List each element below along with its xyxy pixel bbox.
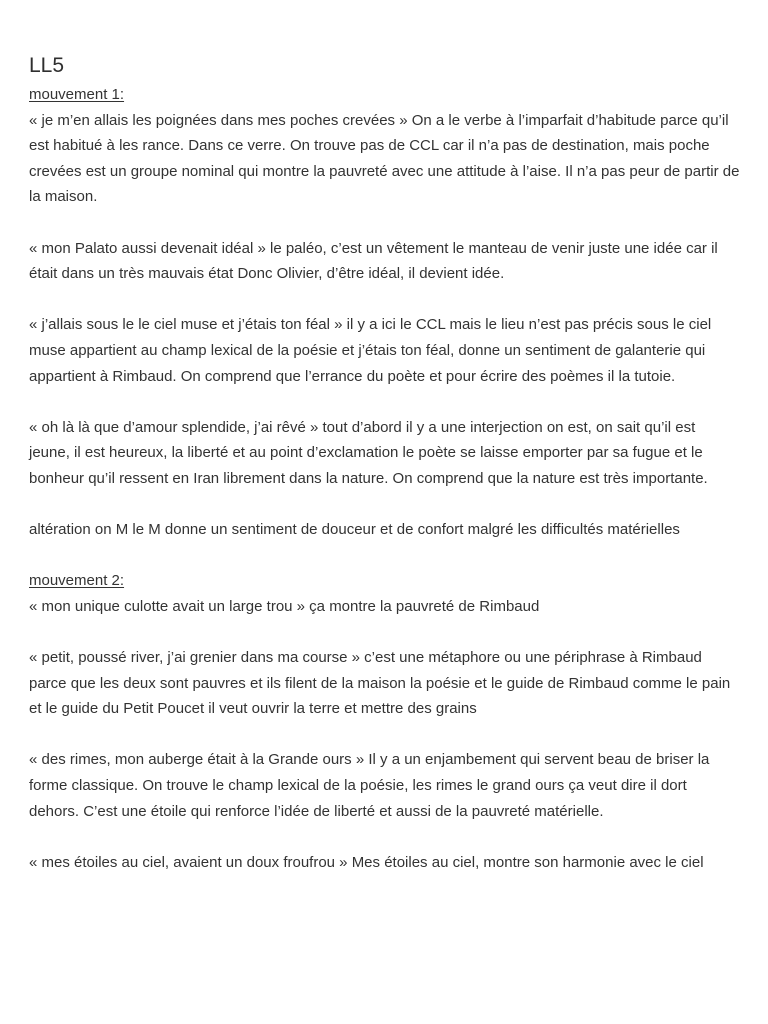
paragraph-spacer [29, 389, 740, 415]
paragraph-spacer [29, 722, 740, 748]
paragraph: « j’allais sous le le ciel muse et j’étais ton féal » il y a ici le CCL mais le lieu n’est pas précis sous le ciel muse appartient au champ lexical de la poésie et j’étais ton féal, donne un sentiment de galanterie qui appartient à Rimbaud. On comprend que l’errance du poète et pour écrire des poèmes il la tutoie. [29, 316, 712, 385]
section-heading: mouvement 1: [29, 86, 125, 103]
paragraph: « mes étoiles au ciel, avaient un doux froufrou » Mes étoiles au ciel, montre son harmonie avec le ciel [29, 853, 704, 871]
paragraph-spacer [29, 824, 740, 850]
paragraph: « petit, poussé river, j’ai grenier dans ma course » c’est une métaphore ou une périphrase à Rimbaud parce que les deux sont pauvres et ils filent de la maison la poésie et le guide de Rimbaud comme le pain et le guide du Petit Poucet il veut ouvrir la terre et mettre des grains [29, 649, 731, 718]
paragraph-spacer [29, 210, 740, 236]
paragraph: « mon unique culotte avait un large trou » ça montre la pauvreté de Rimbaud [29, 597, 540, 615]
paragraph-spacer [29, 287, 740, 313]
paragraph-spacer [29, 492, 740, 518]
section-mouvement-1 [29, 82, 740, 568]
paragraph: « oh là là que d’amour splendide, j’ai rêvé » tout d’abord il y a une interjection on est, on sait qu’il est jeune, il est heureux, la liberté et au point d’exclamation le poète se laisse emporter par sa fugue et le bonheur qu’il ressent en Iran librement dans la nature. On comprend que la nature est très importante. [29, 418, 708, 487]
paragraph: altération on M le M donne un sentiment de douceur et de confort malgré les difficultés matérielles [29, 521, 680, 539]
section-mouvement-2 [29, 568, 740, 875]
paragraph-spacer [29, 619, 740, 645]
paragraph: « mon Palato aussi devenait idéal » le paléo, c’est un vêtement le manteau de venir juste une idée car il était dans un très mauvais état Donc Olivier, d’être idéal, il devient idée. [29, 239, 718, 283]
paragraph: « je m’en allais les poignées dans mes poches crevées » On a le verbe à l’imparfait d’habitude parce qu’il est habitué à les rance. Dans ce verre. On trouve pas de CCL car il n’a pas de destination, mais poche crevées est un groupe nominal qui montre la pauvreté avec une attitude à l’aise. Il n’a pas peur de partir de la maison. [29, 111, 740, 206]
paragraph-spacer [29, 543, 740, 569]
document-title: LL5 [29, 54, 65, 77]
paragraph: « des rimes, mon auberge était à la Grande ours » Il y a un enjambement qui servent beau de briser la forme classique. On trouve le champ lexical de la poésie, les rimes le grand ours ça veut dire il dort dehors. C’est une étoile qui renforce l’idée de liberté et aussi de la pauvreté matérielle. [29, 751, 710, 820]
section-heading: mouvement 2: [29, 572, 125, 590]
